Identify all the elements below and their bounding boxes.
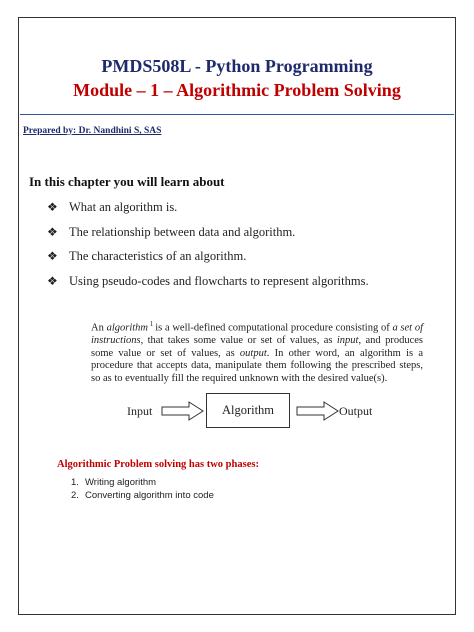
module-title: Module – 1 – Algorithmic Problem Solving [73, 80, 401, 100]
diamond-bullet-icon: ❖ [47, 200, 58, 214]
diamond-bullet-icon: ❖ [47, 273, 58, 288]
def-term: algorithm [106, 322, 148, 334]
list-item-text: Using pseudo-codes and flowcharts to represent algorithms. [69, 273, 369, 288]
phases-list [71, 477, 214, 502]
def-term: a set of instructions [91, 322, 423, 347]
def-text: . In other word, an algorithm is a procedure that accepts data, manipulate them following the prescribed steps, so as to eventually fill the required unknown with the desired value(s). [91, 347, 423, 384]
def-term: input [336, 335, 359, 347]
list-item [47, 249, 369, 274]
def-text: An [91, 322, 107, 334]
header-divider [20, 114, 454, 115]
footnote-marker: 1 [148, 320, 156, 328]
flow-algorithm-label: Algorithm [221, 403, 275, 417]
list-item [71, 490, 214, 503]
phases-heading: Algorithmic Problem solving has two phases: [57, 459, 259, 470]
step-text: Converting algorithm into code [85, 489, 214, 501]
list-item [47, 225, 369, 250]
flow-input-label: Input [127, 404, 153, 418]
list-item [47, 274, 369, 299]
step-number: 1. [71, 477, 79, 488]
flow-output-label: Output [339, 404, 373, 418]
step-text: Writing algorithm [85, 477, 157, 488]
step-number: 2. [71, 489, 79, 501]
learning-list [47, 200, 369, 298]
list-item-text: What an algorithm is. [69, 200, 178, 214]
list-item [71, 477, 214, 490]
course-title: PMDS508L - Python Programming [101, 56, 373, 76]
algorithm-definition [91, 318, 423, 385]
right-arrow-icon [161, 401, 205, 421]
prepared-by: Prepared by: Dr. Nandhini S, SAS [23, 126, 162, 136]
document-page [18, 17, 456, 615]
flow-algorithm-box [206, 393, 290, 428]
def-text: is a well-defined computational procedure consisting of [155, 322, 393, 334]
list-item-text: The relationship between data and algorithm. [69, 224, 296, 239]
chapter-heading: In this chapter you will learn about [29, 174, 225, 189]
diamond-bullet-icon: ❖ [47, 249, 58, 263]
def-text: , that takes some value or set of values, as [140, 335, 337, 347]
def-term: output [239, 347, 267, 359]
list-item [47, 200, 369, 225]
def-text: , and produces some value or set of values, as [91, 335, 423, 359]
right-arrow-icon [296, 401, 340, 421]
diamond-bullet-icon: ❖ [47, 224, 58, 239]
list-item-text: The characteristics of an algorithm. [69, 249, 247, 263]
